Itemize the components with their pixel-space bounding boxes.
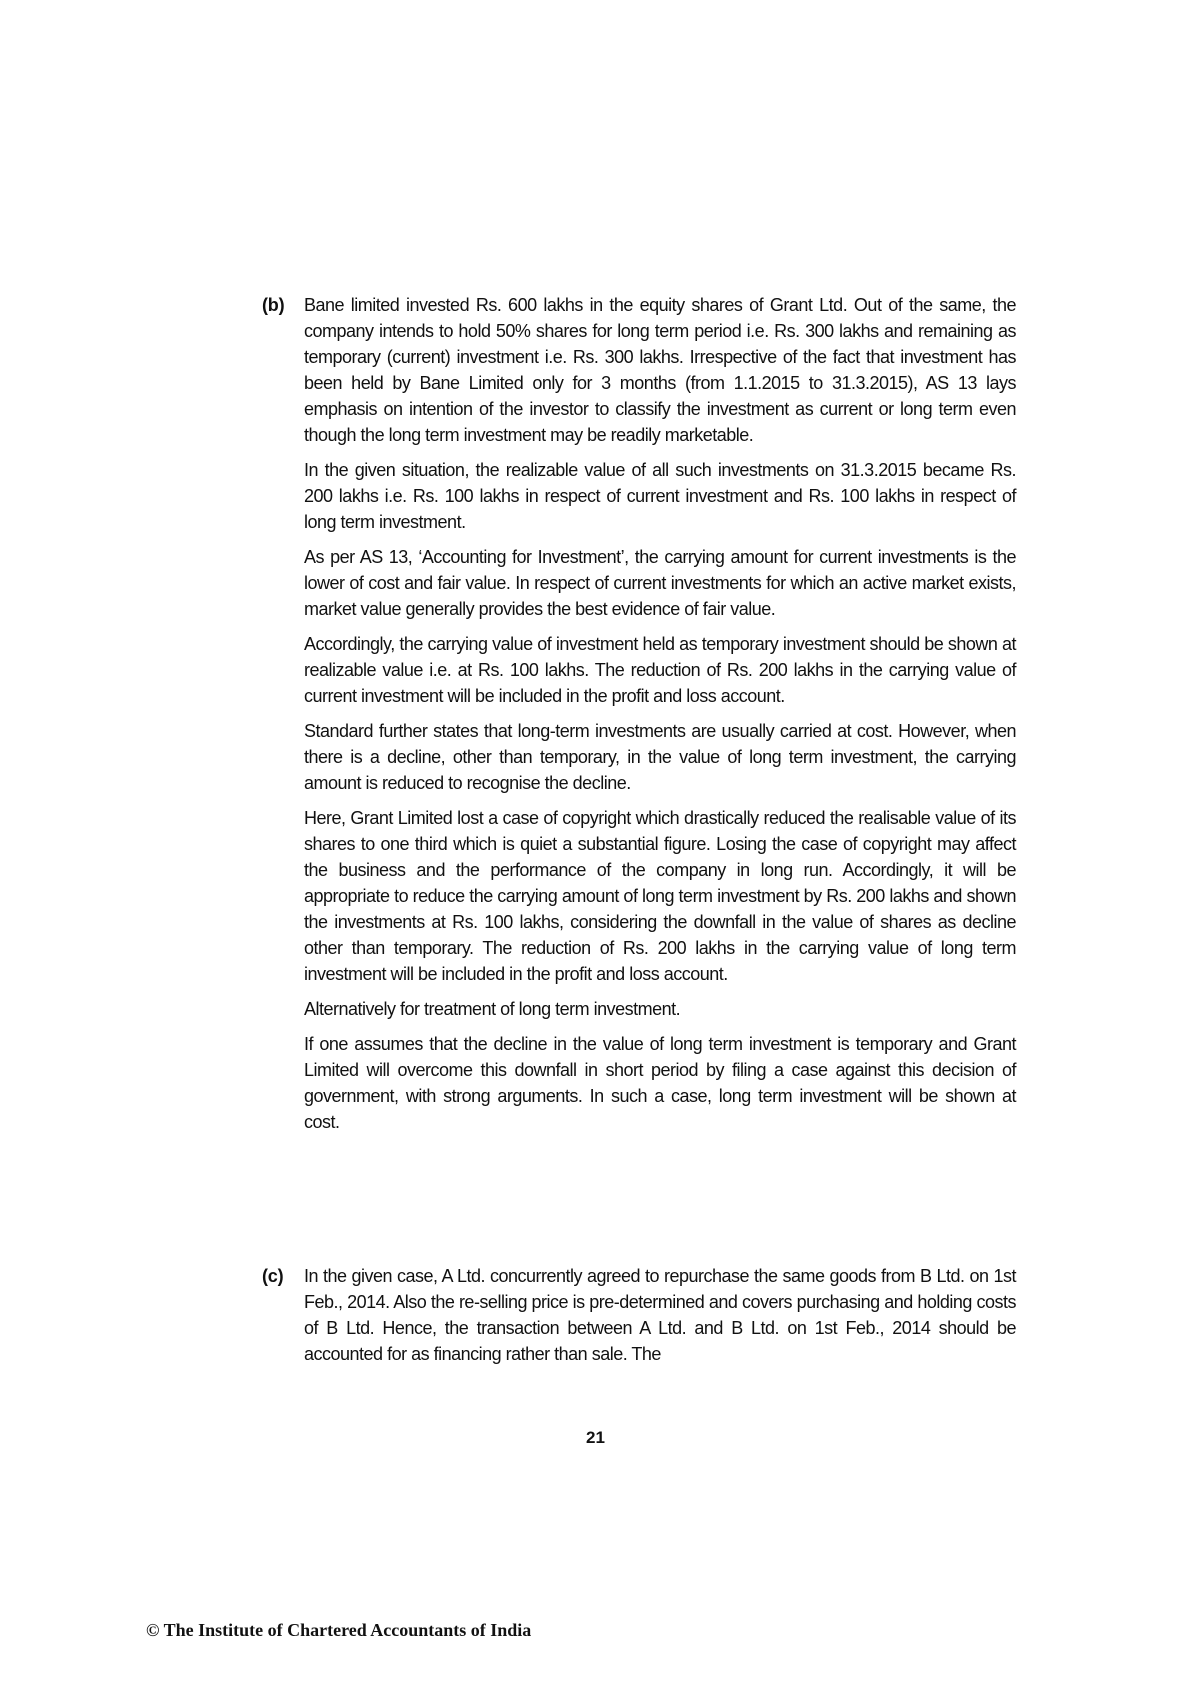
paragraph: In the given case, A Ltd. concurrently agreed to repurchase the same goods from B Ltd. on 1st Feb., 2014. Also the re-selling price is pre-determined and covers purchasing and holding costs of B Ltd. Hence, the transaction between A Ltd. and B Ltd. on 1st Feb., 2014 should be accounted for as financing rather than sale. The [304,1266,1016,1364]
page-number: 21 [586,1428,605,1447]
paragraph: Alternatively for treatment of long term investment. [304,999,681,1019]
item-body-c [304,1263,1016,1376]
paragraph: If one assumes that the decline in the value of long term investment is temporary and Grant Limited will overcome this downfall in short period by filing a case against this decision of government, with strong arguments. In such a case, long term investment will be shown at cost. [304,1034,1016,1132]
paragraph: As per AS 13, ‘Accounting for Investment’, the carrying amount for current investments is the lower of cost and fair value. In respect of current investments for which an active market exists, market value generally provides the best evidence of fair value. [304,547,1016,619]
item-label-c: (c) [262,1266,284,1286]
paragraph: Accordingly, the carrying value of investment held as temporary investment should be shown at realizable value i.e. at Rs. 100 lakhs. The reduction of Rs. 200 lakhs in the carrying value of current investment will be included in the profit and loss account. [304,634,1016,706]
item-label-b: (b) [262,295,285,315]
paragraph: Standard further states that long-term investments are usually carried at cost. However, when there is a decline, other than temporary, in the value of long term investment, the carrying amount is reduced to recognise the decline. [304,721,1016,793]
footer-copyright: © The Institute of Chartered Accountants of India [146,1620,532,1640]
item-body-b [304,292,1016,1144]
paragraph: In the given situation, the realizable value of all such investments on 31.3.2015 became Rs. 200 lakhs i.e. Rs. 100 lakhs in respect of current investment and Rs. 100 lakhs in respect of long term investment. [304,460,1016,532]
paragraph: Bane limited invested Rs. 600 lakhs in the equity shares of Grant Ltd. Out of the same, the company intends to hold 50% shares for long term period i.e. Rs. 300 lakhs and remaining as temporary (current) investment i.e. Rs. 300 lakhs. Irrespective of the fact that investment has been held by Bane Limited only for 3 months (from 1.1.2015 to 31.3.2015), AS 13 lays emphasis on intention of the investor to classify the investment as current or long term even though the long term investment may be readily marketable. [304,295,1016,445]
paragraph: Here, Grant Limited lost a case of copyright which drastically reduced the realisable value of its shares to one third which is quiet a substantial figure. Losing the case of copyright may affect the business and the performance of the company in long run. Accordingly, it will be appropriate to reduce the carrying amount of long term investment by Rs. 200 lakhs and shown the investments at Rs. 100 lakhs, considering the downfall in the value of shares as decline other than temporary. The reduction of Rs. 200 lakhs in the carrying value of long term investment will be included in the profit and loss account. [304,808,1016,984]
